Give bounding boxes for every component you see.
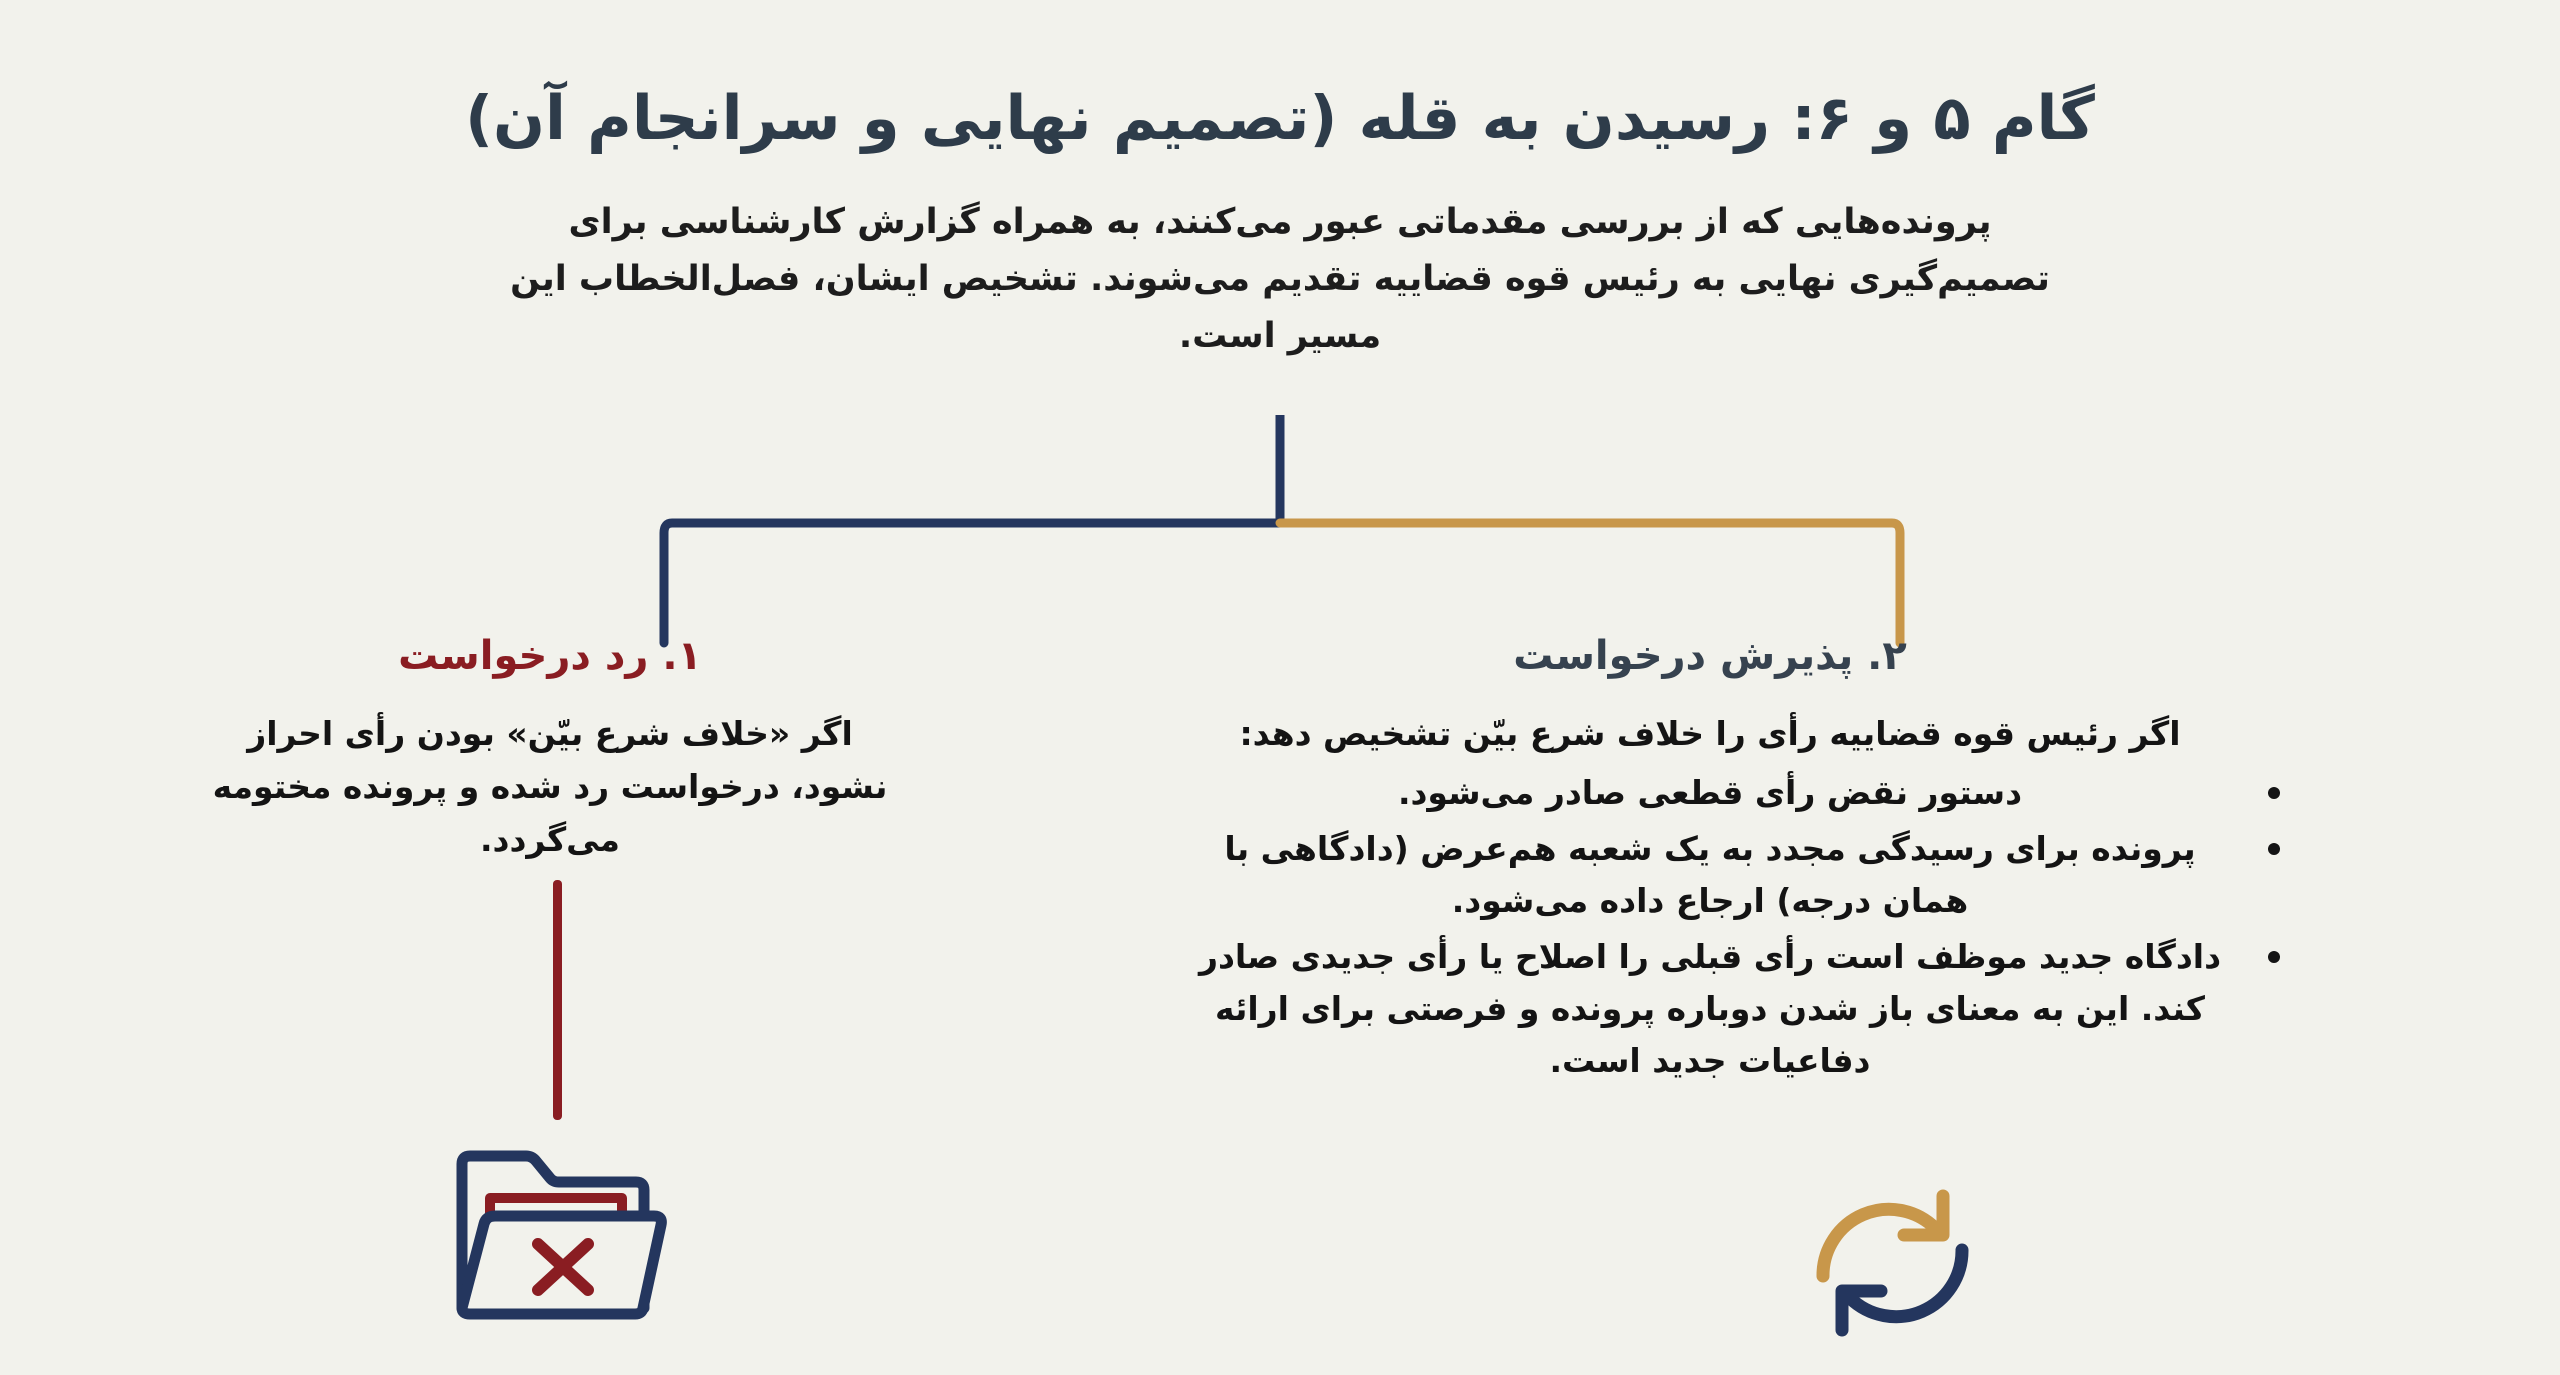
subtitle-block [475, 194, 2085, 364]
list-item-text: دادگاه جدید موظف است رأی قبلی را اصلاح یا رأی جدیدی صادر کند. این به معنای باز شدن دوباره پرونده و فرصتی برای ارائه دفاعیات جدید است. [1198, 937, 2222, 1081]
branch-accept-lead: اگر رئیس قوه قضاییه رأی را خلاف شرع بیّن تشخیص دهد: [1239, 714, 2181, 753]
branch-accept-heading: ۲. پذیرش درخواست [1513, 633, 1907, 679]
branch-connector [0, 415, 2560, 650]
branch-accept [1180, 630, 2240, 1092]
page-title: گام ۵ و ۶: رسیدن به قله (تصمیم نهایی و سرانجام آن) [465, 83, 2095, 154]
refresh-cycle-icon [1805, 1180, 1980, 1345]
list-item [1180, 931, 2240, 1087]
bullet-dot-icon [2268, 951, 2280, 963]
bullet-dot-icon [2268, 843, 2280, 855]
branch-reject [200, 630, 900, 866]
list-item [1180, 823, 2240, 927]
list-item-text: دستور نقض رأی قطعی صادر می‌شود. [1397, 772, 2023, 812]
list-item [1180, 767, 2240, 819]
branch-reject-heading: ۱. رد درخواست [398, 633, 702, 679]
bullet-dot-icon [2268, 787, 2280, 799]
page-subtitle: پرونده‌هایی که از بررسی مقدماتی عبور می‌کنند، به همراه گزارش کارشناسی برای تصمیم‌گیری نهایی به رئیس قوه قضاییه تقدیم می‌شوند. تشخیص ایشان، فصل‌الخطاب این مسیر است. [510, 202, 2050, 356]
connector-left-branch [664, 523, 1280, 643]
reject-vertical-stem [553, 880, 562, 1120]
header-block [0, 0, 2560, 364]
connector-right-branch [1280, 523, 1900, 643]
branch-accept-bullet-list [1180, 767, 2240, 1088]
folder-with-x-icon [440, 1140, 680, 1330]
list-item-text: پرونده برای رسیدگی مجدد به یک شعبه هم‌عرض (دادگاهی با همان درجه) ارجاع داده می‌شود. [1224, 828, 2196, 921]
branch-reject-body: اگر «خلاف شرع بیّن» بودن رأی احراز نشود، درخواست رد شده و پرونده مختومه می‌گردد. [212, 714, 888, 859]
